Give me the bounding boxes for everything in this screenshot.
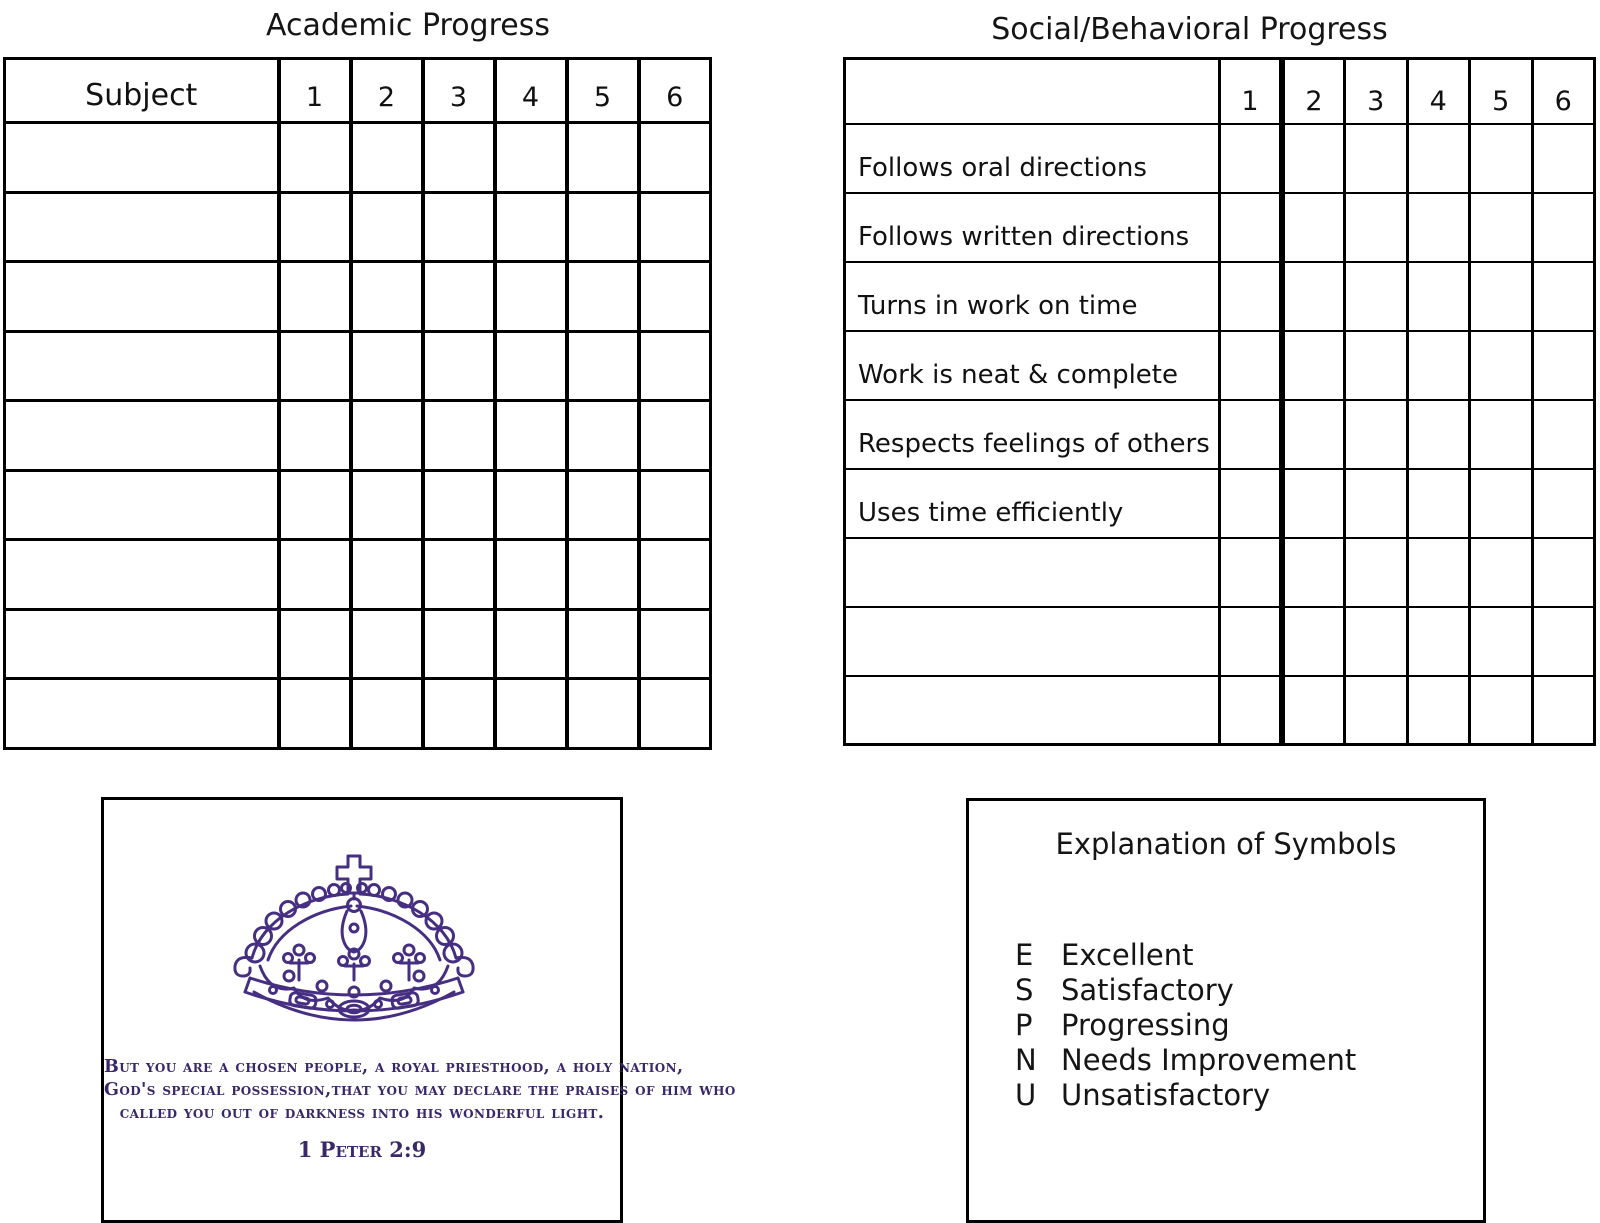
grade-cell xyxy=(1282,607,1345,676)
grade-cell xyxy=(639,470,711,540)
grade-cell xyxy=(1282,193,1345,262)
grade-cell xyxy=(279,609,351,679)
grade-cell xyxy=(1407,607,1470,676)
grade-cell xyxy=(1220,469,1283,538)
empty-label-cell xyxy=(5,331,279,401)
verse-box xyxy=(101,797,736,1223)
period-header-2: 2 xyxy=(1282,59,1345,124)
grade-cell xyxy=(423,609,495,679)
symbol-letter: P xyxy=(1015,1007,1033,1042)
period-header-1: 1 xyxy=(1220,59,1283,124)
period-header-1: 1 xyxy=(279,59,351,123)
grade-cell xyxy=(279,470,351,540)
period-header-5: 5 xyxy=(1470,59,1533,124)
grade-cell xyxy=(1407,469,1470,538)
period-header-3: 3 xyxy=(1345,59,1408,124)
header-row xyxy=(5,59,711,123)
grade-cell xyxy=(495,401,567,471)
grade-cell xyxy=(1470,262,1533,331)
grade-cell xyxy=(1407,538,1470,607)
symbols-box xyxy=(966,798,1486,1223)
empty-label-cell xyxy=(845,538,1220,607)
grade-cell xyxy=(1282,262,1345,331)
table-row xyxy=(5,192,711,262)
empty-label-cell xyxy=(5,401,279,471)
table-row xyxy=(5,123,711,193)
grade-cell xyxy=(351,262,423,332)
grade-cell xyxy=(1220,262,1283,331)
grade-cell xyxy=(351,609,423,679)
grade-cell xyxy=(1220,538,1283,607)
symbol-meaning: Needs Improvement xyxy=(1061,1042,1357,1077)
empty-label-cell xyxy=(845,676,1220,745)
grade-cell xyxy=(1282,331,1345,400)
grade-cell xyxy=(1345,124,1408,193)
grade-cell xyxy=(567,123,639,193)
grade-cell xyxy=(1532,676,1595,745)
grade-cell xyxy=(1532,607,1595,676)
table-row xyxy=(845,400,1595,469)
grade-cell xyxy=(639,331,711,401)
grade-cell xyxy=(1282,469,1345,538)
grade-cell xyxy=(495,609,567,679)
table-row xyxy=(5,401,711,471)
symbol-letter: N xyxy=(1015,1042,1037,1077)
grade-cell xyxy=(495,331,567,401)
grade-cell xyxy=(1407,331,1470,400)
grade-cell xyxy=(423,470,495,540)
grade-cell xyxy=(639,123,711,193)
empty-label-cell xyxy=(5,540,279,610)
period-header-6: 6 xyxy=(639,59,711,123)
grade-cell xyxy=(495,679,567,749)
symbol-item xyxy=(1015,972,1473,1007)
symbol-item xyxy=(1015,1042,1473,1077)
empty-label-cell xyxy=(5,679,279,749)
table-row xyxy=(845,331,1595,400)
grade-cell xyxy=(1220,400,1283,469)
verse-line: But you are a chosen people, a royal priesthood, a holy nation, xyxy=(104,1057,684,1077)
grade-cell xyxy=(1282,676,1345,745)
symbol-meaning: Unsatisfactory xyxy=(1061,1077,1271,1112)
period-header-6: 6 xyxy=(1532,59,1595,124)
grade-cell xyxy=(1470,193,1533,262)
grade-cell xyxy=(423,540,495,610)
bible-verse xyxy=(104,1056,736,1125)
grade-cell xyxy=(1345,331,1408,400)
grade-cell xyxy=(1282,124,1345,193)
grade-cell xyxy=(1345,400,1408,469)
symbol-letter: E xyxy=(1015,937,1034,972)
grade-cell xyxy=(567,679,639,749)
grade-cell xyxy=(351,331,423,401)
grade-cell xyxy=(1282,538,1345,607)
symbols-list xyxy=(1015,937,1473,1112)
grade-cell xyxy=(279,262,351,332)
grade-cell xyxy=(279,123,351,193)
grade-cell xyxy=(1345,262,1408,331)
grade-cell xyxy=(351,401,423,471)
grade-cell xyxy=(279,331,351,401)
table-row xyxy=(845,469,1595,538)
grade-cell xyxy=(495,540,567,610)
table-row xyxy=(5,262,711,332)
table-row xyxy=(845,262,1595,331)
grade-cell xyxy=(567,540,639,610)
period-header-4: 4 xyxy=(495,59,567,123)
grade-cell xyxy=(1220,331,1283,400)
row-label-cell: Turns in work on time xyxy=(845,262,1220,331)
grade-cell xyxy=(1220,607,1283,676)
table-row xyxy=(845,193,1595,262)
verse-line: God's special possession,that you may declare the praises of him who xyxy=(104,1080,736,1100)
grade-cell xyxy=(1220,124,1283,193)
symbol-meaning: Excellent xyxy=(1061,937,1194,972)
grade-cell xyxy=(279,679,351,749)
grade-cell xyxy=(1532,193,1595,262)
grade-cell xyxy=(1470,538,1533,607)
empty-label-cell xyxy=(5,123,279,193)
table-row xyxy=(845,676,1595,745)
symbol-meaning: Satisfactory xyxy=(1061,972,1234,1007)
grade-cell xyxy=(1220,676,1283,745)
social-behavioral-progress-table xyxy=(843,57,1596,746)
period-header-5: 5 xyxy=(567,59,639,123)
table-row xyxy=(5,331,711,401)
table-row xyxy=(845,538,1595,607)
symbol-item xyxy=(1015,1077,1473,1112)
grade-cell xyxy=(639,262,711,332)
row-label-cell: Follows oral directions xyxy=(845,124,1220,193)
crown-icon xyxy=(214,852,494,1027)
symbol-letter: U xyxy=(1015,1077,1037,1112)
symbol-meaning: Progressing xyxy=(1061,1007,1230,1042)
grade-cell xyxy=(351,192,423,262)
period-header-3: 3 xyxy=(423,59,495,123)
symbols-box-title: Explanation of Symbols xyxy=(1055,827,1397,861)
table-row xyxy=(5,470,711,540)
grade-cell xyxy=(1345,607,1408,676)
grade-cell xyxy=(423,401,495,471)
grade-cell xyxy=(423,331,495,401)
grade-cell xyxy=(1407,676,1470,745)
empty-label-cell xyxy=(5,609,279,679)
grade-cell xyxy=(639,192,711,262)
symbol-item xyxy=(1015,937,1473,972)
social-progress-title: Social/Behavioral Progress xyxy=(991,12,1388,47)
row-label-cell: Uses time efficiently xyxy=(845,469,1220,538)
grade-cell xyxy=(1532,400,1595,469)
empty-label-cell xyxy=(5,192,279,262)
grade-cell xyxy=(567,401,639,471)
grade-cell xyxy=(1407,193,1470,262)
grade-cell xyxy=(351,470,423,540)
academic-progress-title: Academic Progress xyxy=(266,8,550,43)
period-header-2: 2 xyxy=(351,59,423,123)
grade-cell xyxy=(567,262,639,332)
grade-cell xyxy=(351,123,423,193)
grade-cell xyxy=(567,192,639,262)
grade-cell xyxy=(639,401,711,471)
symbol-item xyxy=(1015,1007,1473,1042)
grade-cell xyxy=(1470,400,1533,469)
grade-cell xyxy=(1407,124,1470,193)
grade-cell xyxy=(495,192,567,262)
grade-cell xyxy=(1407,400,1470,469)
table-row xyxy=(845,124,1595,193)
grade-cell xyxy=(1470,124,1533,193)
grade-cell xyxy=(1532,331,1595,400)
grade-cell xyxy=(1532,538,1595,607)
row-label-header: Subject xyxy=(5,59,279,123)
grade-cell xyxy=(567,331,639,401)
grade-cell xyxy=(495,262,567,332)
grade-cell xyxy=(639,679,711,749)
grade-cell xyxy=(1470,607,1533,676)
grade-cell xyxy=(423,123,495,193)
grade-cell xyxy=(1532,262,1595,331)
symbol-letter: S xyxy=(1015,972,1034,1007)
verse-reference: 1 Peter 2:9 xyxy=(297,1137,427,1162)
grade-cell xyxy=(1220,193,1283,262)
grade-cell xyxy=(1470,676,1533,745)
table-row xyxy=(5,609,711,679)
grade-cell xyxy=(351,540,423,610)
grade-cell xyxy=(1345,538,1408,607)
grade-cell xyxy=(1345,676,1408,745)
grade-cell xyxy=(1470,469,1533,538)
grade-cell xyxy=(1345,193,1408,262)
grade-cell xyxy=(279,540,351,610)
period-header-4: 4 xyxy=(1407,59,1470,124)
grade-cell xyxy=(423,192,495,262)
empty-label-cell xyxy=(845,607,1220,676)
row-label-cell: Follows written directions xyxy=(845,193,1220,262)
header-row xyxy=(845,59,1595,124)
grade-cell xyxy=(423,679,495,749)
empty-label-cell xyxy=(5,262,279,332)
grade-cell xyxy=(639,540,711,610)
grade-cell xyxy=(1407,262,1470,331)
row-label-header xyxy=(845,59,1220,124)
grade-cell xyxy=(351,679,423,749)
academic-progress-table xyxy=(3,57,712,750)
grade-cell xyxy=(567,470,639,540)
table-row xyxy=(5,679,711,749)
verse-line: called you out of darkness into his wonderful light. xyxy=(119,1103,605,1123)
grade-cell xyxy=(495,470,567,540)
grade-cell xyxy=(495,123,567,193)
grade-cell xyxy=(639,609,711,679)
table-row xyxy=(845,607,1595,676)
grade-cell xyxy=(1345,469,1408,538)
empty-label-cell xyxy=(5,470,279,540)
grade-cell xyxy=(1532,469,1595,538)
grade-cell xyxy=(567,609,639,679)
table-row xyxy=(5,540,711,610)
grade-cell xyxy=(1470,331,1533,400)
grade-cell xyxy=(279,192,351,262)
grade-cell xyxy=(279,401,351,471)
grade-cell xyxy=(423,262,495,332)
grade-cell xyxy=(1282,400,1345,469)
row-label-cell: Work is neat & complete xyxy=(845,331,1220,400)
grade-cell xyxy=(1532,124,1595,193)
row-label-cell: Respects feelings of others xyxy=(845,400,1220,469)
